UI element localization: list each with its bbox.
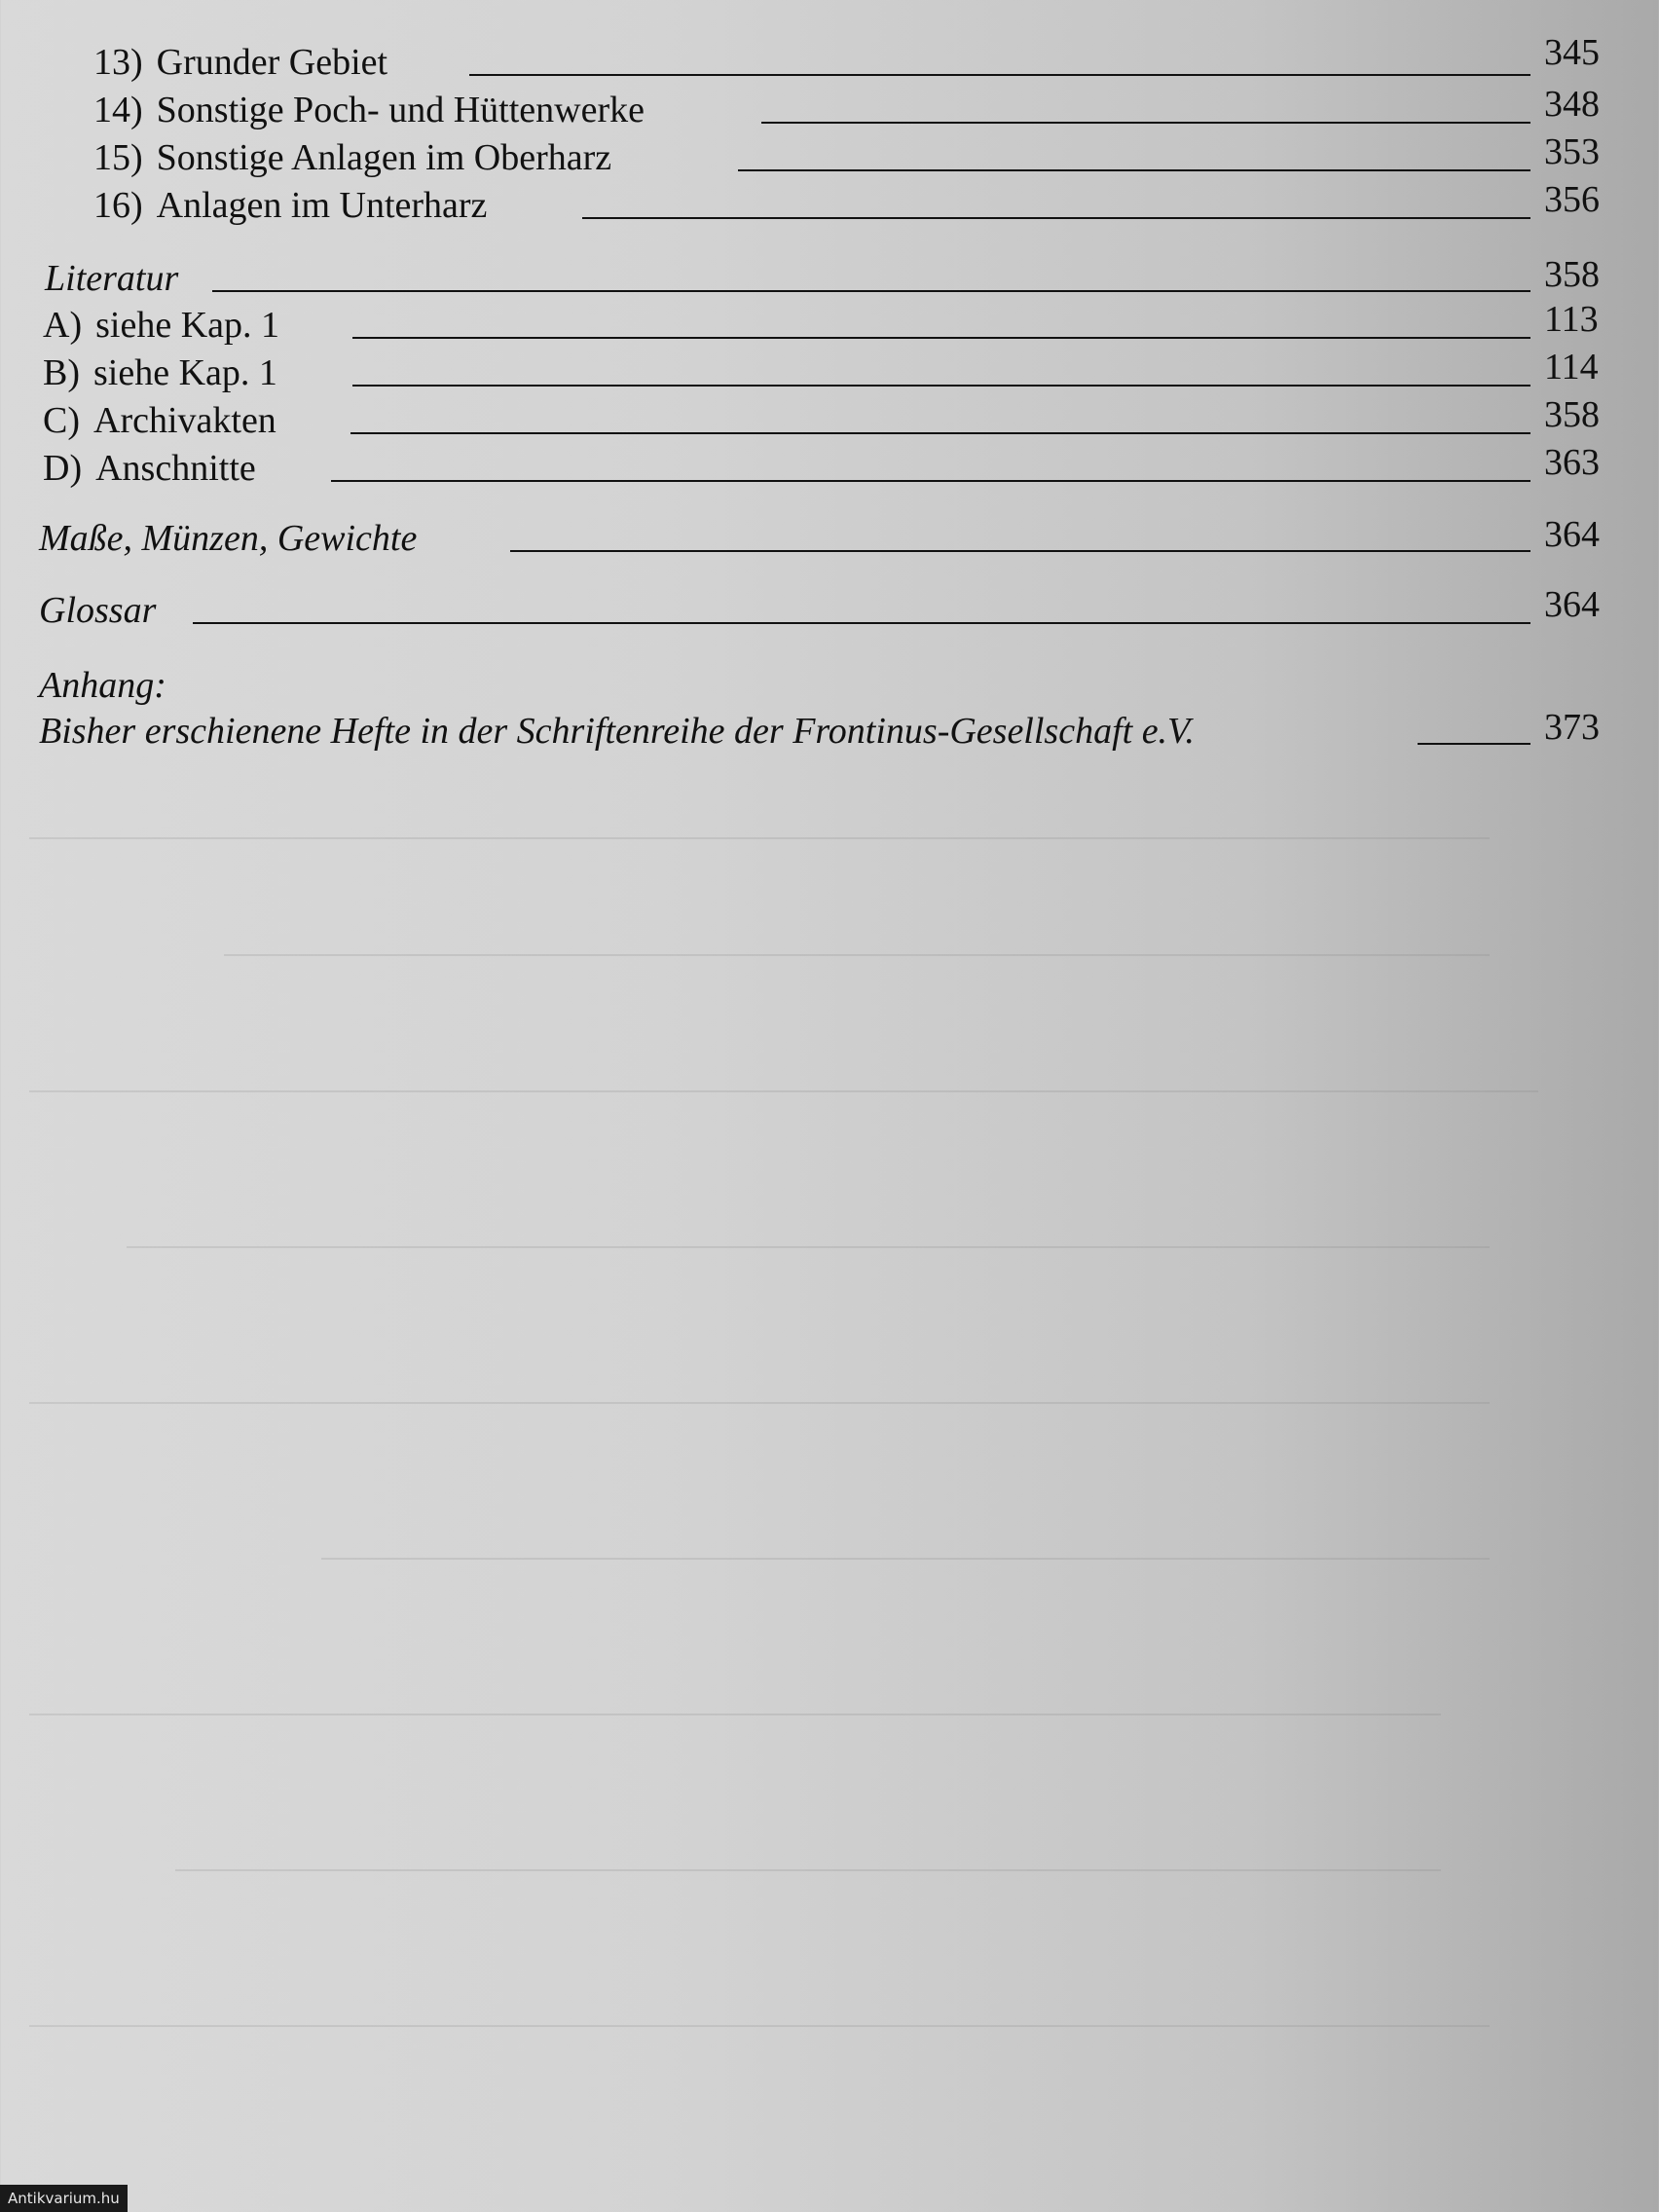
entry-number: C) bbox=[43, 400, 80, 441]
entry-title: Archivakten bbox=[93, 400, 276, 441]
entry-number: 13) bbox=[93, 42, 143, 83]
page-number: 353 bbox=[1544, 131, 1600, 172]
dot-leader bbox=[510, 550, 1530, 552]
entry-number: D) bbox=[43, 448, 83, 489]
entry-title: Anlagen im Unterharz bbox=[156, 185, 488, 226]
page-number: 358 bbox=[1544, 394, 1600, 435]
toc-entry-glossar bbox=[0, 583, 1659, 638]
entry-title: Sonstige Poch- und Hüttenwerke bbox=[156, 90, 645, 130]
toc-entry-masse bbox=[0, 511, 1659, 566]
page-number: 345 bbox=[1544, 32, 1600, 73]
toc-entry bbox=[0, 130, 1659, 185]
page-number: 364 bbox=[1544, 584, 1600, 625]
dot-leader bbox=[331, 480, 1530, 482]
dot-leader bbox=[582, 217, 1530, 219]
page-number: 364 bbox=[1544, 514, 1600, 555]
entry-title: Bisher erschienene Hefte in der Schriftenreihe der Frontinus-Gesellschaft e.V. bbox=[39, 711, 1195, 752]
toc-entry bbox=[0, 346, 1659, 400]
entry-number: 14) bbox=[93, 90, 143, 130]
toc-entry bbox=[0, 441, 1659, 496]
anhang-heading: Anhang: bbox=[39, 665, 166, 706]
entry-title: siehe Kap. 1 bbox=[93, 352, 277, 393]
entry-title: siehe Kap. 1 bbox=[95, 305, 279, 346]
toc-entry bbox=[0, 393, 1659, 448]
dot-leader bbox=[738, 169, 1530, 171]
page-number: 113 bbox=[1544, 299, 1599, 340]
dot-leader bbox=[1418, 743, 1530, 745]
entry-title: Anschnitte bbox=[95, 448, 256, 489]
entry-title: Literatur bbox=[45, 258, 179, 299]
toc-entry-anhang bbox=[0, 704, 1659, 758]
dot-leader bbox=[212, 290, 1530, 292]
dot-leader bbox=[761, 122, 1530, 124]
page-number: 363 bbox=[1544, 442, 1600, 483]
page-number: 114 bbox=[1544, 347, 1599, 387]
entry-title: Grunder Gebiet bbox=[156, 42, 388, 83]
page-number: 373 bbox=[1544, 707, 1600, 748]
page-number: 356 bbox=[1544, 179, 1600, 220]
entry-number: 16) bbox=[93, 185, 143, 226]
toc-entry bbox=[0, 83, 1659, 137]
dot-leader bbox=[350, 432, 1530, 434]
entry-title: Maße, Münzen, Gewichte bbox=[39, 518, 418, 559]
entry-title: Sonstige Anlagen im Oberharz bbox=[156, 137, 612, 178]
watermark-text: Antikvarium.hu bbox=[0, 2185, 128, 2212]
entry-number: B) bbox=[43, 352, 80, 393]
dot-leader bbox=[193, 622, 1530, 624]
dot-leader bbox=[352, 385, 1530, 387]
page-number: 348 bbox=[1544, 84, 1600, 125]
entry-number: A) bbox=[43, 305, 83, 346]
toc-entry bbox=[0, 298, 1659, 352]
dot-leader bbox=[352, 337, 1530, 339]
page-number: 358 bbox=[1544, 254, 1600, 295]
entry-title: Glossar bbox=[39, 590, 157, 631]
entry-number: 15) bbox=[93, 137, 143, 178]
toc-entry bbox=[0, 178, 1659, 233]
show-through-background bbox=[29, 779, 1606, 2181]
dot-leader bbox=[469, 74, 1530, 76]
toc-entry bbox=[0, 32, 1659, 90]
